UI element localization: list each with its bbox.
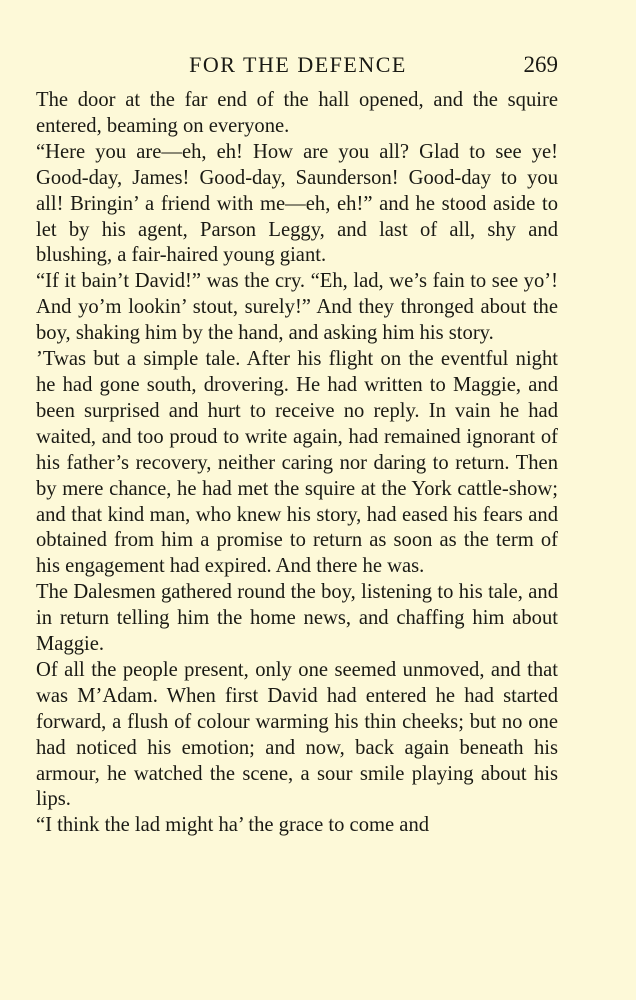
paragraph: The door at the far end of the hall opened, and the squire entered, beaming on everyone. bbox=[36, 89, 558, 137]
paragraph: ’Twas but a simple tale. After his flight on the eventful night he had gone south, drovering. He had written to Maggie, and been surprised and hurt to receive no reply. In vain he had waited, and too proud to write again, had remained ignorant of his father’s recovery, neither caring nor daring to return. Then by mere chance, he had met the squire at the York cattle-show; and that kind man, who knew his story, had eased his fears and obtained from him a promise to return as soon as the term of his engagement had expired. And there he was. bbox=[36, 348, 558, 578]
page-number: 269 bbox=[523, 52, 558, 77]
paragraph: The Dalesmen gathered round the boy, listening to his tale, and in return telling him the home news, and chaffing him about Maggie. bbox=[36, 581, 558, 656]
running-head bbox=[38, 50, 558, 80]
running-title: FOR THE DEFENCE bbox=[189, 52, 407, 77]
paragraph: “Here you are—eh, eh! How are you all? Glad to see ye! Good-day, James! Good-day, Saunderson! Good-day to you all! Bringin’ a friend with me—eh, eh!” and he stood aside to let by his agent, Parson Leggy, and last of all, shy and blushing, a fair-haired young giant. bbox=[36, 140, 558, 267]
paragraph: “If it bain’t David!” was the cry. “Eh, lad, we’s fain to see yo’! And yo’m lookin’ stout, surely!” And they thronged about the boy, shaking him by the hand, and asking him his story. bbox=[36, 270, 558, 345]
paragraph: Of all the people present, only one seemed unmoved, and that was M’Adam. When first David had entered he had started forward, a flush of colour warming his thin cheeks; but no one had noticed his emotion; and now, back again beneath his armour, he watched the scene, a sour smile playing about his lips. bbox=[36, 658, 558, 811]
paragraph: “I think the lad might ha’ the grace to come and bbox=[36, 814, 430, 837]
body-text bbox=[36, 88, 558, 839]
